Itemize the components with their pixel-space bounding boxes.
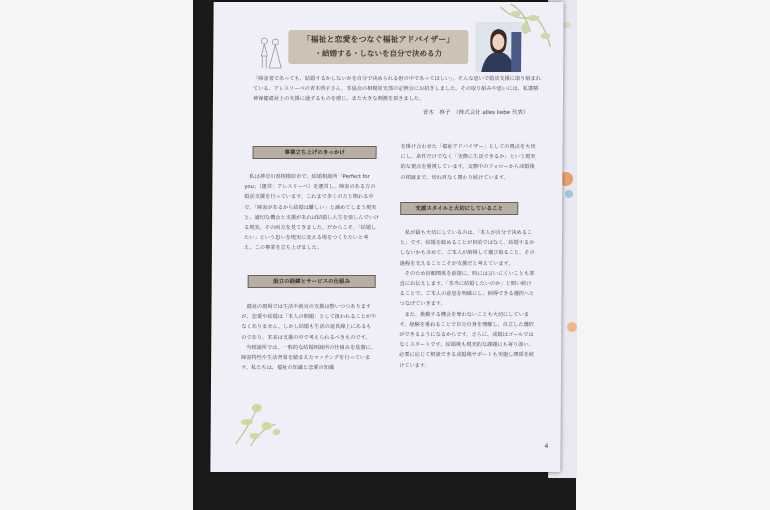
section-body <box>400 142 535 183</box>
paragraph: 私は神奈川県相模原市で、結婚相談所「Perfect for you」（運営：アレスリーベ）を運営し、障害のある方の婚活支援を行っています。これまで多くの方と関わる中で、「障害があるから結婚は難しい」と諦めてしまう現実と、適切な機会と支援があれば結婚し人生を楽しんでいける現実、その両方を見てきました。だからこそ、「結婚したい」という思いを現実に変える場をつくりたいと考え、この事業を立ち上げました。 <box>243 174 380 252</box>
flower-decoration <box>231 394 291 448</box>
page-number: 4 <box>544 443 549 450</box>
author-signature: 青木 啓子 （株式会社 alles liebe 代表） <box>422 110 529 116</box>
paragraph: 当相談所では、一般的な結婚相談所の仕組みを基盤に、障害特性や生活背景を踏まえたマッチングを行っています。私たちは、福祉の知識と恋愛の知識 <box>241 344 376 372</box>
section-body <box>241 302 376 373</box>
section-heading: 事業立ち上げのきっかけ <box>253 146 377 159</box>
background-right <box>576 0 770 510</box>
section-body <box>399 228 535 371</box>
background-left <box>0 0 193 510</box>
section-heading: 設立の経緯とサービスの仕組み <box>248 275 376 288</box>
paragraph: そのため信頼関係を前提に、時には言いにくいことも率直にお伝えします。「本当に結婚したいのか」と問い続けることで、ご本人の意思を明確にし、納得できる選択へとつなげていきます。 <box>399 270 535 308</box>
page-subtitle: ・結婚する・しないを自分で決める力 <box>314 49 443 58</box>
paragraph: 福祉の現場では生活や就労の支援は整いつつありますが、恋愛や結婚は「本人の問題」として扱われることが少なくありません。しかし結婚も生活の延長線上にあるものであり、本来は支援の中で考えられるべきものです。 <box>241 304 377 341</box>
page-title: 「福祉と恋愛をつなぐ福祉アドバイザー」 <box>302 35 455 44</box>
flower-decoration <box>567 322 577 332</box>
flower-decoration <box>565 190 573 198</box>
intro-text: 「障害者であっても、結婚するかしないかを自分で決められる世の中であってほしい」。そんな思いで婚活支援に取り組まれている、アレスリーベの青木啓子さん。本協会の相模原支部の定例会にお招きしました。その取り組みや思いには、私達精神保健福祉士の支援に通ずるものを感じ、また大きな刺激を頂きました。 <box>252 76 541 102</box>
section-body <box>244 172 380 254</box>
section-heading: 支援スタイルと大切にしていること <box>400 202 518 215</box>
newsletter-page <box>210 2 563 472</box>
portrait-photo <box>475 22 521 72</box>
paragraph: 私が最も大切にしているのは、「本人が自分で決めること」です。結婚を勧めることが目的ではなく、結婚するかしないかも含めて、ご本人が納得して選び取ること、その過程を支えることこそが支援だと考えています。 <box>399 230 535 267</box>
couple-illustration <box>257 36 283 70</box>
paragraph: また、挑戦する機会を奪わないことも大切にしています。経験を重ねることで自分自身を理解し、自立した選択ができるようになるからです。さらに、成婚はゴールではなくスタートです。結婚後も現実的な課題にも寄り添い、必要に応じて相談できる成婚後サポートも実施し関係を続けています。 <box>399 311 535 369</box>
paragraph: を掛け合わせた「福祉アドバイザー」としての視点を大切にし、条件だけでなく「実際に生活できるか」という現実的な視点を重視しています。交際中のフォローから成婚後の相談まで、切れ目なく関わり続けています。 <box>400 144 536 181</box>
title-banner <box>288 30 468 64</box>
